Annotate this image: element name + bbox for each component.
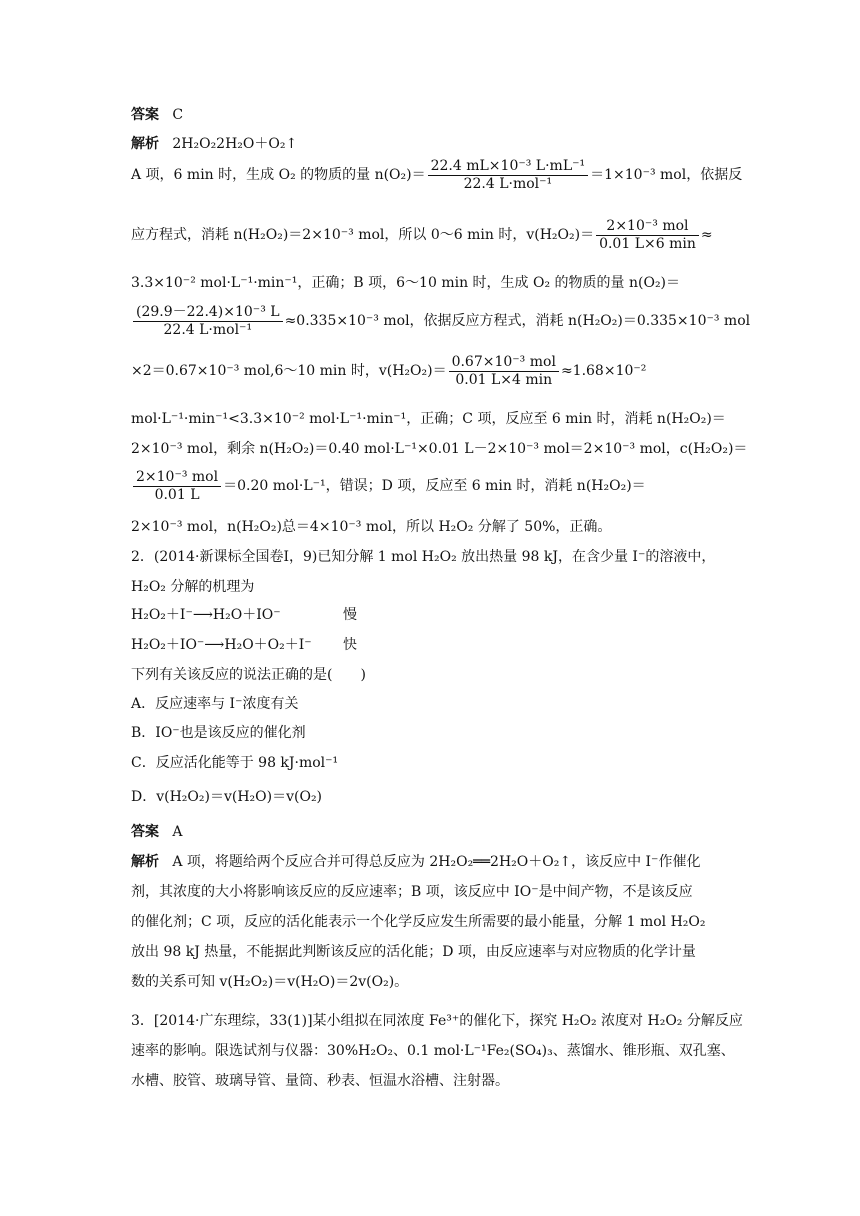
analysis-text: A 项，将题给两个反应合并可得总反应为 2H₂O₂══2H₂O＋O₂↑，该反应中 I⁻作催化 [172, 854, 701, 870]
fraction-denominator: 22.4 L·mol⁻¹ [463, 175, 553, 192]
q1-line-a1 [131, 157, 742, 193]
q2-stem-2: H₂O₂ 分解的机理为 [131, 579, 255, 595]
fraction-numerator: 2×10⁻³ mol [133, 469, 221, 487]
q2-answer-line [131, 823, 182, 841]
q1-line-b2 [131, 353, 646, 389]
fraction-denominator: 0.01 L×6 min [599, 235, 696, 252]
q2-analysis-line-3: 的催化剂；C 项，反应的活化能表示一个化学反应发生所需要的最小能量，分解 1 mol H₂O₂ [131, 914, 706, 930]
text: 应方程式，消耗 n(H₂O₂)＝2×10⁻³ mol，所以 0～6 min 时，v(H₂O₂)＝ [131, 227, 595, 243]
fraction [596, 218, 699, 253]
mechanism-rate: 快 [343, 637, 357, 653]
q2-analysis-line-4: 放出 98 kJ 热量，不能据此判断该反应的活化能；D 项，由反应速率与对应物质的化学计量 [131, 944, 696, 960]
text: ＝1×10⁻³ mol，依据反 [590, 167, 743, 183]
analysis-label: 解析 [131, 136, 159, 152]
q2-stem-1: 2．(2014·新课标全国卷Ⅰ，9)已知分解 1 mol H₂O₂ 放出热量 98 kJ，在含少量 I⁻的溶液中， [131, 549, 716, 565]
answer-value: A [172, 824, 183, 840]
answer-label: 答案 [131, 107, 159, 123]
fraction-numerator: (29.9－22.4)×10⁻³ L [133, 304, 283, 322]
fraction [449, 354, 559, 389]
q2-option-c: C．反应活化能等于 98 kJ·mol⁻¹ [131, 755, 339, 771]
q2-question: 下列有关该反应的说法正确的是( ) [131, 667, 366, 683]
fraction-denominator: 22.4 L·mol⁻¹ [163, 321, 253, 338]
q3-line-3: 水槽、胶管、玻璃导管、量筒、秒表、恒温水浴槽、注射器。 [131, 1073, 509, 1089]
mechanism-equation: H₂O₂＋IO⁻⟶H₂O＋O₂＋I⁻ [131, 637, 312, 653]
fraction [133, 469, 221, 504]
q2-option-a: A．反应速率与 I⁻浓度有关 [131, 696, 299, 712]
reaction-equation: 2H₂O₂2H₂O＋O₂↑ [172, 136, 298, 152]
fraction-numerator: 2×10⁻³ mol [596, 218, 699, 236]
q1-analysis-line [131, 135, 297, 153]
fraction [428, 158, 589, 193]
fraction-denominator: 0.01 L×4 min [455, 371, 553, 388]
text: ＝0.20 mol·L⁻¹，错误；D 项，反应至 6 min 时，消耗 n(H₂O₂)＝ [223, 478, 646, 494]
text: ≈0.335×10⁻³ mol，依据反应方程式，消耗 n(H₂O₂)＝0.335×10⁻³ mol [284, 313, 751, 329]
analysis-label: 解析 [131, 854, 159, 870]
q1-answer-line [131, 106, 183, 124]
q2-mechanism-1 [131, 606, 357, 624]
q3-line-2: 速率的影响。限选试剂与仪器：30%H₂O₂、0.1 mol·L⁻¹Fe₂(SO₄)₃、蒸馏水、锥形瓶、双孔塞、 [131, 1043, 735, 1059]
text: ×2＝0.67×10⁻³ mol,6～10 min 时，v(H₂O₂)＝ [131, 363, 447, 379]
fraction-numerator: 0.67×10⁻³ mol [449, 354, 559, 372]
fraction-denominator: 0.01 L [154, 486, 200, 503]
answer-label: 答案 [131, 824, 159, 840]
q1-line-a2 [131, 217, 713, 253]
q2-analysis-line-1 [131, 853, 700, 871]
q1-line-c [131, 468, 646, 504]
text: A 项，6 min 时，生成 O₂ 的物质的量 n(O₂)＝ [131, 167, 426, 183]
q2-analysis-line-2: 剂，其浓度的大小将影响该反应的反应速率；B 项，该反应中 IO⁻是中间产物，不是该反应 [131, 884, 693, 900]
text: ≈1.68×10⁻² [560, 363, 647, 379]
q2-analysis-line-5: 数的关系可知 v(H₂O₂)＝v(H₂O)＝2v(O₂)。 [131, 974, 409, 990]
fraction [133, 304, 283, 339]
q1-line-9: 2×10⁻³ mol，n(H₂O₂)总＝4×10⁻³ mol，所以 H₂O₂ 分解了 50%，正确。 [131, 519, 612, 535]
answer-value: C [172, 107, 184, 123]
q1-line-7: 2×10⁻³ mol，剩余 n(H₂O₂)＝0.40 mol·L⁻¹×0.01 L－2×10⁻³ mol＝2×10⁻³ mol，c(H₂O₂)＝ [131, 441, 748, 457]
q3-line-1: 3．[2014·广东理综，33(1)]某小组拟在同浓度 Fe³⁺的催化下，探究 H₂O₂ 浓度对 H₂O₂ 分解反应 [131, 1013, 743, 1029]
q2-option-d: D．v(H₂O₂)＝v(H₂O)＝v(O₂) [131, 789, 323, 805]
mechanism-rate: 慢 [343, 607, 357, 623]
q2-option-b: B．IO⁻也是该反应的催化剂 [131, 725, 306, 741]
text: ≈ [700, 227, 713, 243]
q1-line-3: 3.3×10⁻² mol·L⁻¹·min⁻¹，正确；B 项，6～10 min 时，生成 O₂ 的物质的量 n(O₂)＝ [131, 275, 681, 291]
q2-mechanism-2 [131, 636, 357, 654]
q1-line-6: mol·L⁻¹·min⁻¹<3.3×10⁻² mol·L⁻¹·min⁻¹，正确；C 项，反应至 6 min 时，消耗 n(H₂O₂)＝ [131, 411, 726, 427]
fraction-numerator: 22.4 mL×10⁻³ L·mL⁻¹ [428, 158, 589, 176]
q1-line-b1 [131, 303, 750, 339]
mechanism-equation: H₂O₂＋I⁻⟶H₂O＋IO⁻ [131, 607, 281, 623]
